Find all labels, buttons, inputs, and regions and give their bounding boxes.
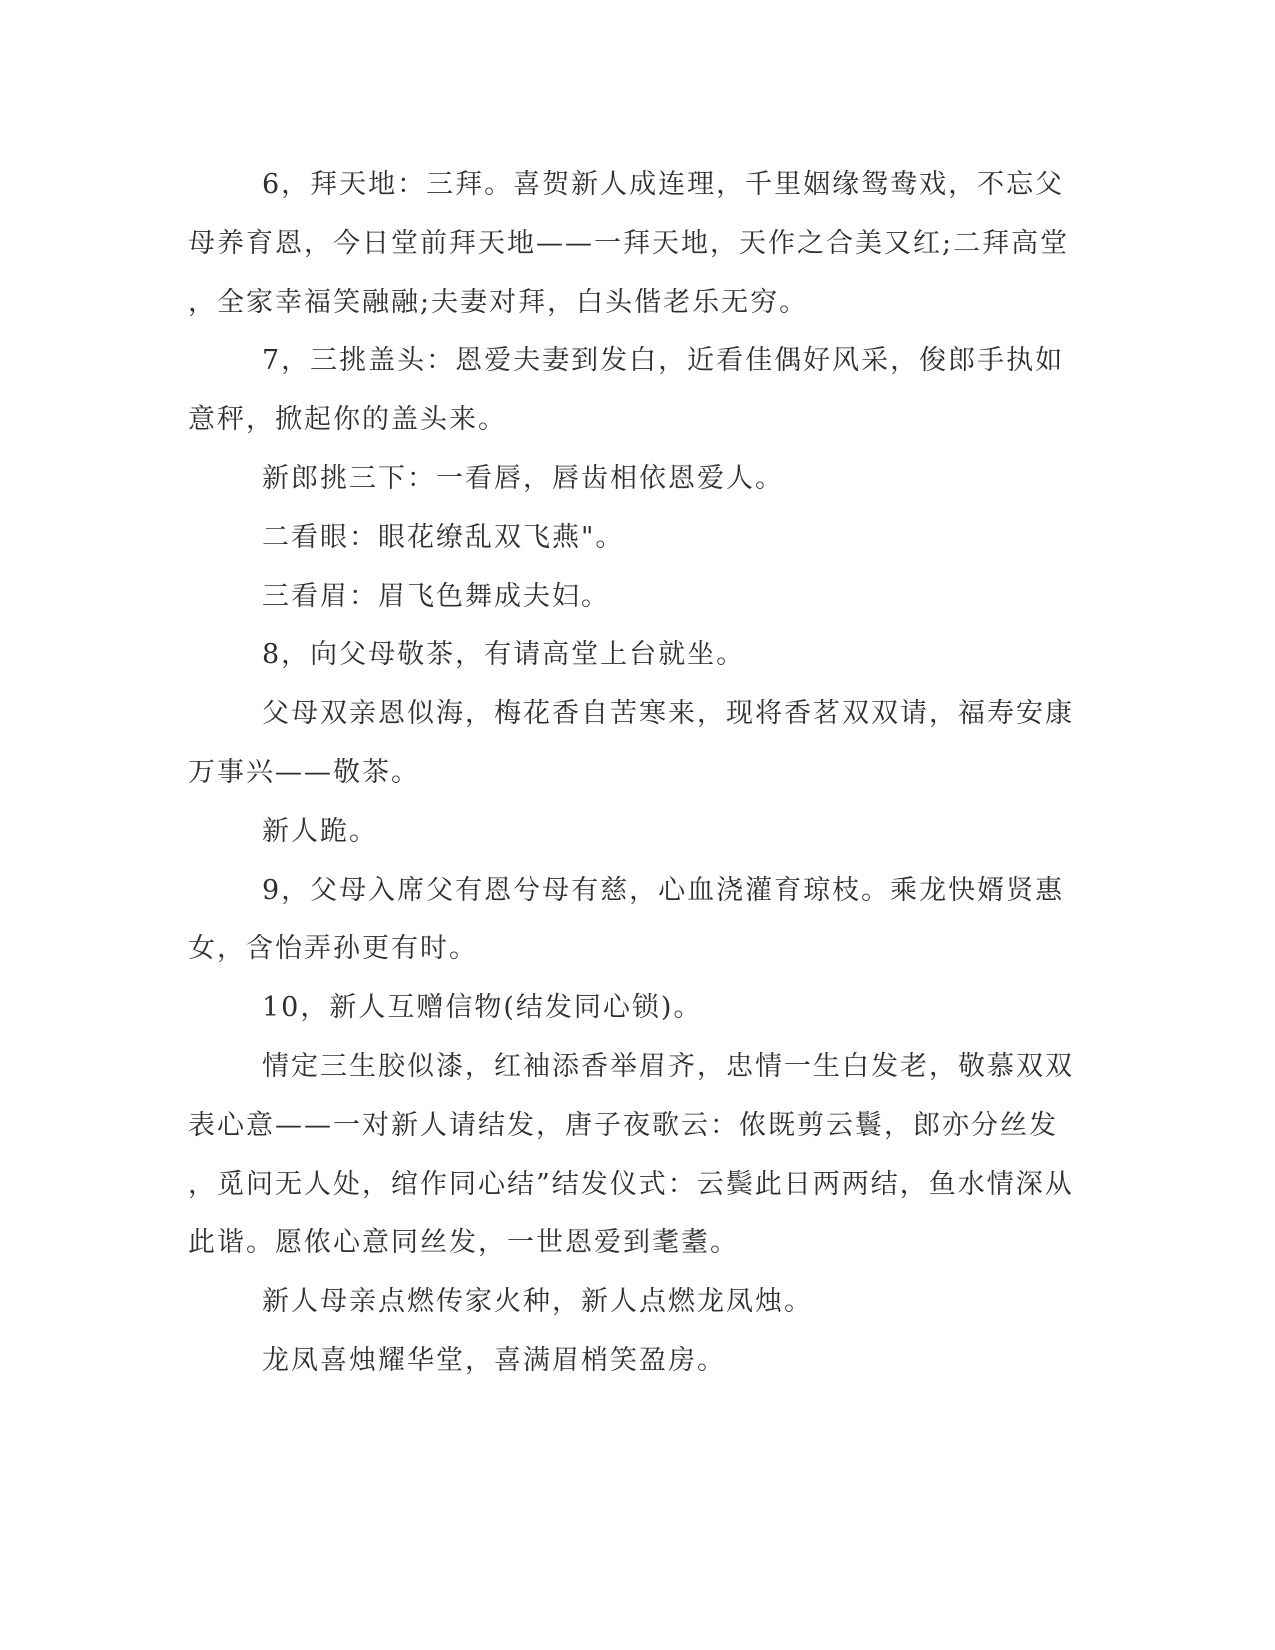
text-line: 女，含怡弄孙更有时。 (188, 933, 478, 965)
text-line: 新人跪。 (262, 815, 378, 847)
text-line: 三看眉：眉飞色舞成夫妇。 (262, 580, 610, 612)
text-line: 母养育恩，今日堂前拜天地——一拜天地，天作之合美又红;二拜高堂 (188, 227, 1070, 259)
text-line: 情定三生胶似漆，红袖添香举眉齐，忠情一生白发老，敬慕双双 (262, 1050, 1074, 1082)
text-line: 9，父母入席父有恩兮母有慈，心血浇灌育琼枝。乘龙快婿贤惠 (262, 874, 1065, 906)
text-line: 新郎挑三下：一看唇，唇齿相依恩爱人。 (262, 462, 784, 494)
text-line: 8，向父母敬茶，有请高堂上台就坐。 (262, 639, 746, 671)
text-line: 父母双亲恩似海，梅花香自苦寒来，现将香茗双双请，福寿安康 (262, 698, 1074, 730)
text-line: 意秤，掀起你的盖头来。 (188, 404, 507, 436)
text-line: 此谐。愿侬心意同丝发，一世恩爱到耄耋。 (188, 1227, 739, 1259)
text-line: ，全家幸福笑融融;夫妻对拜，白头偕老乐无穷。 (188, 286, 809, 318)
document-body (188, 156, 1074, 1391)
text-line: 10，新人互赠信物(结发同心锁)。 (262, 992, 703, 1024)
text-line: 6，拜天地：三拜。喜贺新人成连理，千里姻缘鸳鸯戏，不忘父 (262, 169, 1065, 200)
text-line: 表心意——一对新人请结发，唐子夜歌云：侬既剪云鬟，郎亦分丝发 (188, 1109, 1058, 1141)
text-line: 二看眼：眼花缭乱双飞燕"。 (262, 521, 625, 553)
text-line: 龙凤喜烛耀华堂，喜满眉梢笑盈房。 (262, 1344, 726, 1376)
text-line: ，觅问无人处，绾作同心结”结发仪式：云鬓此日两两结，鱼水情深从 (188, 1168, 1074, 1200)
text-line: 7，三挑盖头：恩爱夫妻到发白，近看佳偶好风采，俊郎手执如 (262, 345, 1065, 377)
text-line: 新人母亲点燃传家火种，新人点燃龙凤烛。 (262, 1286, 813, 1318)
text-line: 万事兴——敬茶。 (188, 756, 420, 788)
